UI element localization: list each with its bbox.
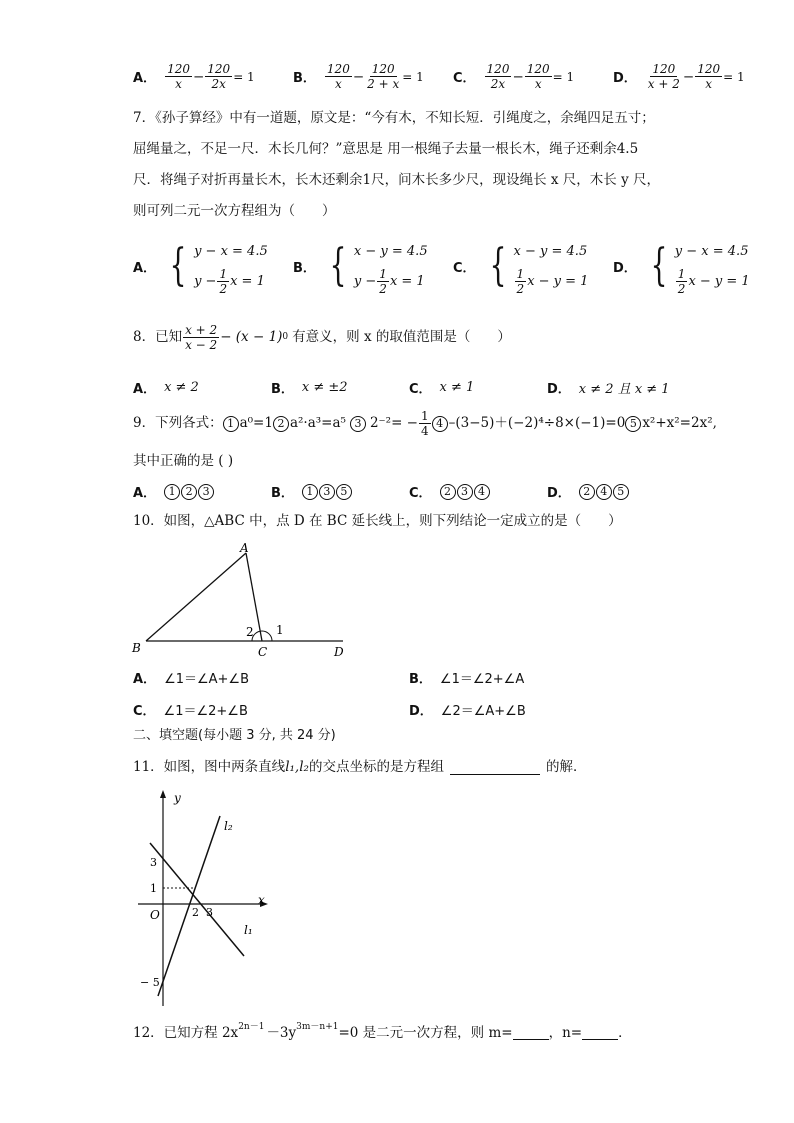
option-label: D． xyxy=(409,704,433,719)
equation-2 xyxy=(194,266,268,296)
equation-2 xyxy=(675,266,750,296)
q11-text-post: 的解． xyxy=(545,759,587,775)
option-label: B． xyxy=(271,382,294,397)
label-l2: l₂ xyxy=(224,819,233,833)
q6-fraction-2 xyxy=(525,62,552,91)
q10-option-0 xyxy=(133,668,409,687)
denominator: 2 xyxy=(219,281,228,296)
brace-icon: { xyxy=(489,240,506,291)
q10-options-row2 xyxy=(133,700,773,719)
option-label: A． xyxy=(133,71,157,86)
equation-system xyxy=(514,236,589,296)
equation-system xyxy=(675,236,750,296)
tick-y3: 3 xyxy=(150,856,157,869)
q9-options xyxy=(133,482,773,501)
eq2-post: x − y = 1 xyxy=(688,273,750,289)
q11-lines: l₁,l₂ xyxy=(285,759,309,775)
equation-2 xyxy=(514,266,589,296)
tick-x2: 2 xyxy=(192,906,199,919)
denominator: x xyxy=(334,77,342,91)
eq2-fraction xyxy=(676,267,688,296)
q7-option-3 xyxy=(613,236,773,296)
option-label: A． xyxy=(133,486,157,501)
q12-text-pre: 12．已知方程 2x xyxy=(133,1025,239,1041)
denominator: x xyxy=(705,77,713,91)
q9-line2: 其中正确的是 ( ) xyxy=(133,453,234,469)
q9-e3-num: 1 xyxy=(421,409,429,423)
q9-e3: 2⁻²= − xyxy=(369,415,418,431)
q9-mark-4: 4 xyxy=(432,416,448,432)
q9-e2: a²·a³=a⁵ xyxy=(289,415,346,431)
q9-option-0 xyxy=(133,482,271,501)
numerator: 120 xyxy=(697,62,721,76)
q6-fraction-1 xyxy=(165,62,192,91)
q10-figure xyxy=(128,538,358,662)
q11-text-mid: 的交点坐标的是方程组 xyxy=(308,759,444,775)
tick-y1: 1 xyxy=(150,882,157,895)
option-label: C． xyxy=(453,71,476,86)
q10-options-row1 xyxy=(133,668,773,687)
q9-e4: –(3−5)＋(−2)⁴÷8×(−1)=0 xyxy=(448,415,626,431)
tick-ym5: − 5 xyxy=(140,976,160,989)
operator: − xyxy=(512,68,524,85)
numerator: 1 xyxy=(516,266,525,281)
numerator: 1 xyxy=(379,266,387,281)
q7-line4: 则可列二元一次方程组为（ ） xyxy=(133,203,336,219)
q6-option-2 xyxy=(453,62,613,91)
numerator: 1 xyxy=(677,266,686,281)
rhs: = 1 xyxy=(552,69,575,84)
q6-fraction-1 xyxy=(325,62,352,91)
q8-exp: 0 xyxy=(282,332,289,342)
q8-option-1 xyxy=(271,378,409,397)
line-l1 xyxy=(150,843,244,956)
q6-fraction-2 xyxy=(365,62,401,91)
circled-number: 2 xyxy=(181,484,197,500)
q8-option-2 xyxy=(409,378,547,397)
q6-fraction-2 xyxy=(695,62,722,91)
circled-number: 5 xyxy=(336,484,352,500)
q11-figure xyxy=(136,786,276,1008)
eq2-pre: y − xyxy=(353,273,377,289)
label-c: C xyxy=(258,645,268,659)
label-b: B xyxy=(132,641,141,655)
q9-option-3 xyxy=(547,482,685,501)
label-y: y xyxy=(174,791,181,805)
option-text: x ≠ ±2 xyxy=(301,380,348,395)
section-2-heading: 二、填空题(每小题 3 分, 共 24 分) xyxy=(133,728,336,743)
label-origin: O xyxy=(150,908,160,922)
q11-question xyxy=(133,752,586,783)
circled-number: 3 xyxy=(198,484,214,500)
option-label: A． xyxy=(133,382,157,397)
numerator: 1 xyxy=(219,266,228,281)
option-label: C． xyxy=(453,260,476,276)
q7-option-2 xyxy=(453,236,613,296)
option-label: D． xyxy=(613,71,637,86)
q7-line2: 屈绳量之，不足一尺．木长几何？”意思是 用一根绳子去量一根长木，绳子还剩余4.5 xyxy=(133,141,639,157)
denominator: x xyxy=(175,77,182,91)
q9-e5: x²+x²=2x², xyxy=(642,415,717,431)
equation-system xyxy=(194,236,268,296)
q6-option-1 xyxy=(293,62,453,91)
q11-text-pre: 11．如图，图中两条直线 xyxy=(133,759,286,775)
q9-e3-den: 4 xyxy=(421,424,429,438)
q7-line1: 7．《孙子算经》中有一道题，原文是：“今有木，不知长短．引绳度之，余绳四足五寸； xyxy=(133,110,655,126)
q8-question xyxy=(133,322,511,353)
q7-option-0 xyxy=(133,236,293,296)
q12-text-mid: －3y xyxy=(266,1025,297,1041)
circled-number: 4 xyxy=(596,484,612,500)
numerator: 120 xyxy=(371,62,395,76)
q6-fraction-2 xyxy=(205,62,232,91)
q11-answer-blank[interactable] xyxy=(450,760,540,775)
denominator: 2 xyxy=(677,281,686,296)
option-text: ∠1＝∠A+∠B xyxy=(164,672,250,687)
q9-mark-5: 5 xyxy=(625,416,641,432)
option-text: x ≠ 2 且 x ≠ 1 xyxy=(578,382,670,397)
equation-2 xyxy=(354,266,428,296)
denominator: 2 xyxy=(379,281,387,296)
numerator: 120 xyxy=(326,62,350,76)
operator: − xyxy=(682,68,695,85)
circled-number: 2 xyxy=(440,484,456,500)
q8-fraction xyxy=(183,323,219,352)
q6-fraction-1 xyxy=(485,62,512,91)
denominator: 2 xyxy=(516,281,525,296)
option-label: C． xyxy=(409,382,432,397)
numerator: 120 xyxy=(526,62,550,76)
denominator: x xyxy=(534,77,542,91)
option-text: ∠1＝∠2+∠A xyxy=(439,672,525,687)
option-text: x ≠ 1 xyxy=(439,380,475,395)
numerator: 120 xyxy=(207,62,231,76)
option-label: A． xyxy=(133,672,157,687)
numerator: 120 xyxy=(652,62,676,76)
eq2-fraction xyxy=(515,267,527,296)
q12-question xyxy=(133,1018,632,1049)
q8-prefix: 8．已知 xyxy=(133,329,183,345)
denominator: 2x xyxy=(211,77,226,91)
option-text: ∠1＝∠2+∠B xyxy=(163,704,248,719)
brace-icon: { xyxy=(329,240,347,291)
rhs: = 1 xyxy=(723,69,745,84)
eq2-fraction xyxy=(217,267,229,296)
brace-icon: { xyxy=(169,240,187,291)
option-text: x ≠ 2 xyxy=(164,380,199,395)
q9-mark-2: 2 xyxy=(273,416,289,432)
option-label: A． xyxy=(133,260,157,276)
q12-exp2: 3m－n+1 xyxy=(296,1022,339,1032)
operator: − xyxy=(352,68,365,85)
q9-e1: a⁰=1 xyxy=(239,415,273,431)
label-l1: l₁ xyxy=(244,923,253,937)
q8-num: x + 2 xyxy=(185,323,218,337)
option-label: B． xyxy=(409,672,432,687)
q6-option-3 xyxy=(613,62,773,91)
equation-1: y − x = 4.5 xyxy=(674,243,749,259)
equation-system xyxy=(354,236,428,296)
option-label: B． xyxy=(293,71,316,86)
circled-number: 1 xyxy=(164,484,180,500)
eq2-post: x − y = 1 xyxy=(527,273,589,289)
brace-icon: { xyxy=(650,240,668,291)
y-axis-arrow xyxy=(160,790,166,798)
tick-x3: 3 xyxy=(206,906,213,919)
label-d: D xyxy=(334,645,344,659)
numerator: 120 xyxy=(486,62,510,76)
q8-option-3 xyxy=(547,378,685,397)
option-label: D． xyxy=(547,486,571,501)
q9-option-2 xyxy=(409,482,547,501)
rhs: = 1 xyxy=(233,69,255,84)
q8-options xyxy=(133,378,773,397)
q9-prefix: 9．下列各式： xyxy=(133,415,223,431)
circled-number: 2 xyxy=(579,484,595,500)
q8-middle: − (x − 1) xyxy=(220,329,283,345)
circled-number: 3 xyxy=(319,484,335,500)
circled-number: 5 xyxy=(613,484,629,500)
eq2-pre: y − xyxy=(194,273,217,289)
eq2-post: x = 1 xyxy=(230,273,265,289)
q6-options xyxy=(133,62,773,91)
equation-1: x − y = 4.5 xyxy=(513,243,588,259)
q7-line3: 尺．将绳子对折再量长木，长木还剩余1尺，问木长多少尺，现设绳长 x 尺，木长 y 尺， xyxy=(133,172,660,188)
denominator: 2x xyxy=(490,77,506,91)
option-text: ∠2＝∠A+∠B xyxy=(440,704,526,719)
numerator: 120 xyxy=(167,62,190,76)
q9-question xyxy=(133,408,717,439)
label-angle1: 1 xyxy=(276,623,284,637)
q8-suffix: 有意义，则 x 的取值范围是（ ） xyxy=(292,329,511,345)
operator: − xyxy=(192,68,205,85)
q12-m-blank[interactable] xyxy=(513,1027,549,1040)
q9-e3-fraction xyxy=(419,409,431,438)
option-label: D． xyxy=(613,260,637,276)
q9-mark-3: 3 xyxy=(350,416,366,432)
q7-options xyxy=(133,236,773,296)
q10-option-2 xyxy=(133,700,409,719)
q10-question: 10．如图，△ABC 中，点 D 在 BC 延长线上，则下列结论一定成立的是（ ） xyxy=(133,513,622,529)
q9-mark-1: 1 xyxy=(223,416,239,432)
q10-option-1 xyxy=(409,668,685,687)
q6-option-0 xyxy=(133,62,293,91)
q9-option-1 xyxy=(271,482,409,501)
circled-number: 1 xyxy=(302,484,318,500)
label-a: A xyxy=(240,541,249,555)
label-angle2: 2 xyxy=(246,625,254,639)
q12-exp1: 2n－1 xyxy=(238,1022,265,1032)
q6-fraction-1 xyxy=(646,62,682,91)
eq2-fraction xyxy=(377,267,389,296)
circled-number: 4 xyxy=(474,484,490,500)
rhs: = 1 xyxy=(402,69,424,84)
q8-den: x − 2 xyxy=(185,338,218,352)
q12-n-label: ，n= xyxy=(548,1025,583,1041)
denominator: x + 2 xyxy=(647,77,680,91)
q7-option-1 xyxy=(293,236,453,296)
option-label: B． xyxy=(293,260,316,276)
q12-text-post: =0 是二元一次方程，则 m= xyxy=(338,1025,513,1041)
option-label: D． xyxy=(547,382,571,397)
option-label: C． xyxy=(133,704,156,719)
label-x: x xyxy=(258,893,265,907)
q8-option-0 xyxy=(133,378,271,397)
q12-n-blank[interactable] xyxy=(582,1027,618,1040)
q12-end: ． xyxy=(618,1025,632,1041)
circled-number: 3 xyxy=(457,484,473,500)
denominator: 2 + x xyxy=(367,77,400,91)
option-label: B． xyxy=(271,486,294,501)
q10-option-3 xyxy=(409,700,685,719)
eq2-post: x = 1 xyxy=(389,273,425,289)
equation-1: x − y = 4.5 xyxy=(353,243,428,259)
equation-1: y − x = 4.5 xyxy=(194,243,268,259)
option-label: C． xyxy=(409,486,432,501)
line-ba xyxy=(146,553,246,641)
